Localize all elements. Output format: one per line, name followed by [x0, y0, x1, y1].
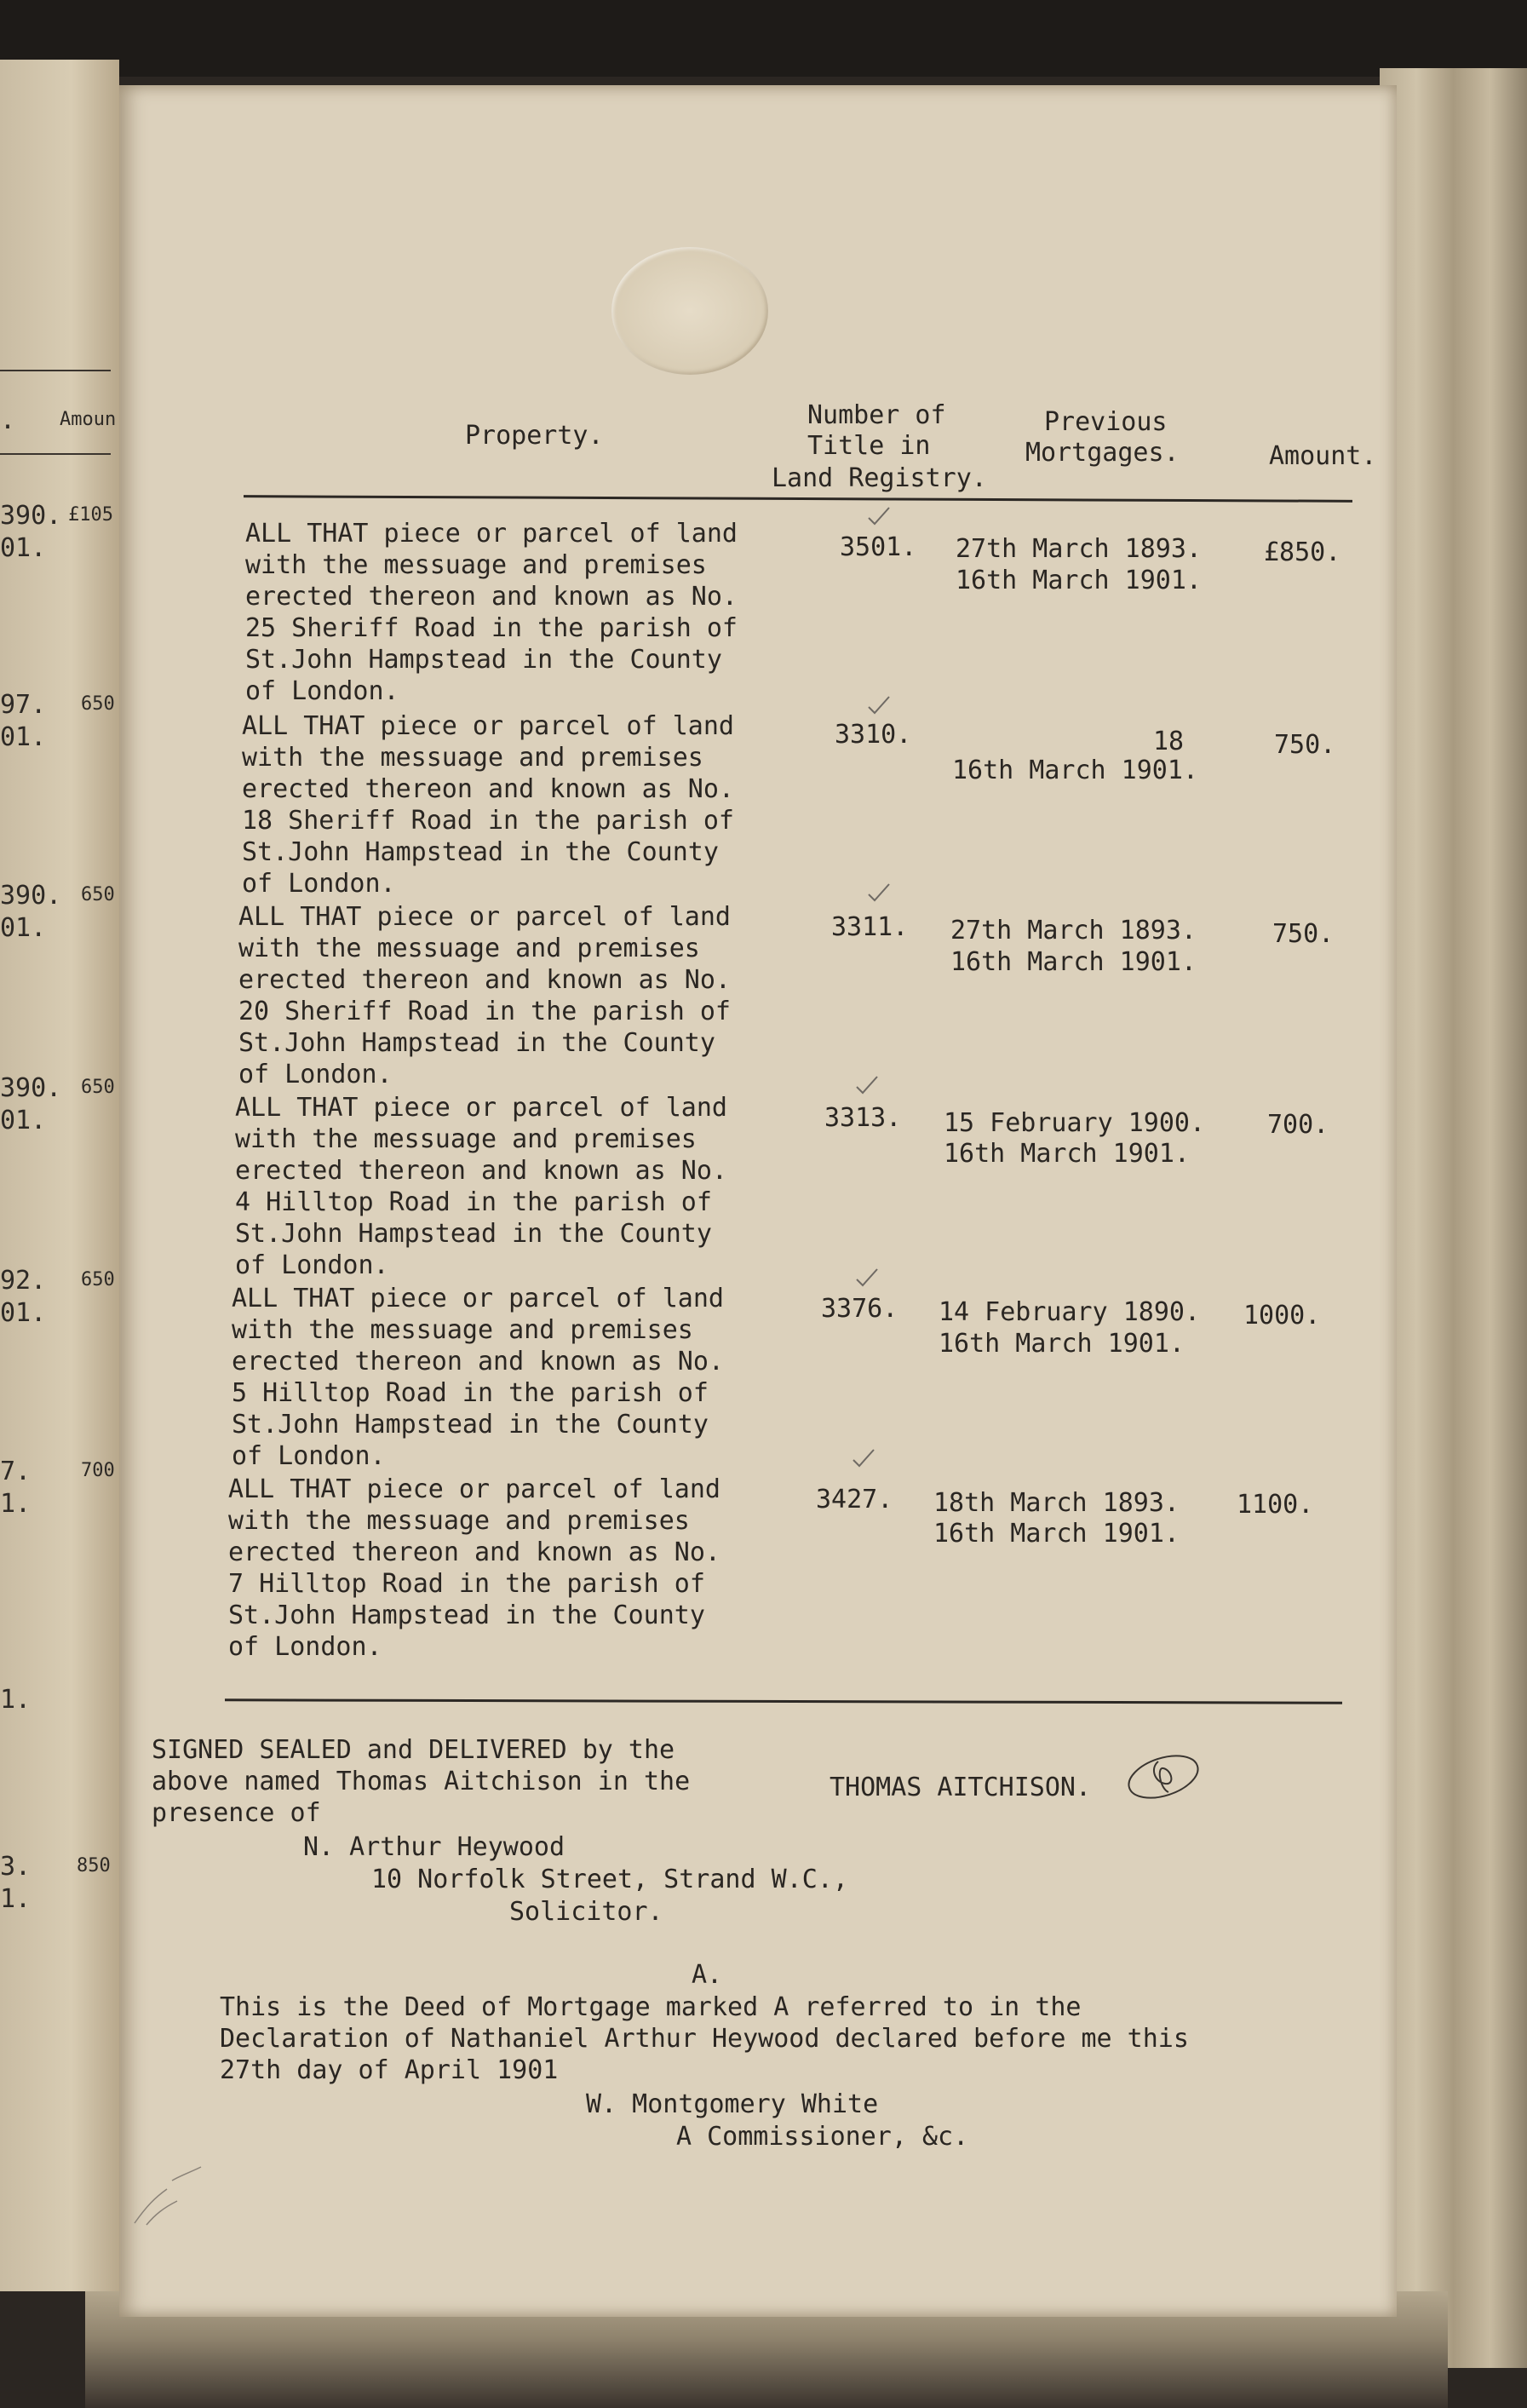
left-page-year: 390. [0, 1073, 62, 1103]
left-page-amount: £105 [68, 504, 113, 526]
left-page-year: 390. [0, 501, 62, 531]
left-page [0, 60, 119, 2291]
check-mark-icon [867, 695, 891, 716]
signatory-name: THOMAS AITCHISON. [830, 1773, 1092, 1802]
left-page-year2: 01. [0, 1298, 47, 1328]
left-page-year2: 1. [0, 1685, 32, 1715]
header-title-line3: Land Registry. [772, 463, 987, 493]
mortgage-date: 16th March 1901. [944, 1139, 1190, 1169]
amount-value: 750. [1272, 919, 1335, 949]
background-top [0, 0, 1527, 77]
amount-value: 1100. [1237, 1490, 1314, 1520]
signed-statement: SIGNED SEALED and DELIVERED by the above named Thomas Aitchison in the presence of [152, 1735, 691, 1828]
amount-value: 750. [1274, 730, 1336, 760]
left-page-rule [0, 453, 111, 455]
header-mortgages-line2: Mortgages. [1025, 438, 1180, 468]
seal-initials-icon [1124, 1744, 1204, 1804]
left-page-amount: 850 [77, 1855, 111, 1876]
title-number: 3310. [835, 720, 912, 750]
header-property: Property. [465, 421, 604, 451]
left-page-amount: 650 [81, 884, 115, 905]
mortgage-date: 15 February 1900. [944, 1108, 1206, 1138]
title-number: 3311. [831, 912, 909, 942]
mortgage-date: 14 February 1890. [939, 1297, 1201, 1327]
exhibit-text: This is the Deed of Mortgage marked A referred to in the Declaration of Nathaniel Arthur Heywood declared before me this 27th day of April 1901 [220, 1992, 1189, 2085]
header-title-line1: Number of [807, 400, 946, 430]
table-row-property: ALL THAT piece or parcel of land with the messuage and premises erected thereon and known as No. 4 Hilltop Road in the parish of St.John Hampstead in the County of London. [235, 1093, 727, 1280]
exhibit-mark: A. [692, 1960, 723, 1990]
page-edges-right [1380, 68, 1527, 2368]
table-row-property: ALL THAT piece or parcel of land with the messuage and premises erected thereon and known as No. 20 Sheriff Road in the parish of St.John Hampstead in the County of London. [238, 902, 731, 1089]
left-page-year2: 01. [0, 913, 47, 943]
table-row-property: ALL THAT piece or parcel of land with the messuage and premises erected thereon and known as No. 18 Sheriff Road in the parish of St.John Hampstead in the County of London. [242, 711, 734, 899]
witness-role: Solicitor. [509, 1897, 663, 1927]
mortgage-date: 16th March 1901. [933, 1519, 1180, 1549]
left-page-year: 3. [0, 1852, 32, 1882]
left-page-year: 92. [0, 1266, 47, 1296]
amount-value: 1000. [1243, 1301, 1321, 1330]
mortgage-date: 18 [1153, 727, 1185, 756]
pencil-note-icon [129, 2164, 206, 2232]
left-page-year: 390. [0, 881, 62, 911]
left-page-year: 7. [0, 1457, 32, 1486]
left-page-amount: 650 [81, 693, 115, 715]
witness-address: 10 Norfolk Street, Strand W.C., [371, 1865, 848, 1894]
title-number: 3427. [816, 1485, 893, 1514]
title-number: 3313. [824, 1103, 902, 1133]
commissioner-title: A Commissioner, &c. [676, 2122, 969, 2152]
check-mark-icon [867, 882, 891, 903]
check-mark-icon [867, 506, 891, 526]
witness-name: N. Arthur Heywood [303, 1832, 565, 1862]
mortgage-date: 16th March 1901. [939, 1329, 1185, 1359]
left-page-amount: 650 [81, 1077, 115, 1098]
left-page-year2: 1. [0, 1489, 32, 1519]
table-row-property: ALL THAT piece or parcel of land with the messuage and premises erected thereon and known as No. 5 Hilltop Road in the parish of St.John Hampstead in the County of London. [232, 1284, 724, 1471]
left-page-year2: 1. [0, 1884, 32, 1914]
left-page-year2: 01. [0, 1106, 47, 1135]
left-page-header-amount: Amoun [60, 409, 117, 430]
amount-value: 700. [1267, 1110, 1329, 1140]
mortgage-date: 27th March 1893. [956, 534, 1202, 564]
table-row-property: ALL THAT piece or parcel of land with the messuage and premises erected thereon and known as No. 7 Hilltop Road in the parish of St.John Hampstead in the County of London. [228, 1474, 720, 1662]
header-amount: Amount. [1269, 441, 1377, 471]
left-page-rule [0, 370, 111, 371]
header-title-line2: Title in [807, 431, 931, 461]
mortgage-date: 16th March 1901. [956, 566, 1202, 595]
left-page-amount: 650 [81, 1269, 115, 1290]
left-page-year: 97. [0, 690, 47, 720]
header-mortgages-line1: Previous [1044, 407, 1168, 437]
mortgage-date: 18th March 1893. [933, 1488, 1180, 1518]
left-page-year2: 01. [0, 533, 47, 563]
check-mark-icon [855, 1075, 879, 1095]
left-page-header-dot: . [0, 405, 16, 435]
check-mark-icon [852, 1448, 875, 1468]
commissioner-name: W. Montgomery White [586, 2089, 879, 2119]
mortgage-date: 27th March 1893. [950, 916, 1197, 945]
mortgage-date: 16th March 1901. [950, 947, 1197, 977]
left-page-year2: 01. [0, 722, 47, 752]
check-mark-icon [855, 1267, 879, 1288]
embossed-seal-icon [611, 247, 768, 375]
table-row-property: ALL THAT piece or parcel of land with the messuage and premises erected thereon and known as No. 25 Sheriff Road in the parish of St.John Hampstead in the County of London. [245, 519, 738, 706]
mortgage-date: 16th March 1901. [952, 756, 1198, 785]
left-page-amount: 700 [81, 1460, 115, 1481]
title-number: 3501. [840, 532, 917, 562]
title-number: 3376. [821, 1294, 898, 1324]
amount-value: £850. [1264, 537, 1341, 567]
